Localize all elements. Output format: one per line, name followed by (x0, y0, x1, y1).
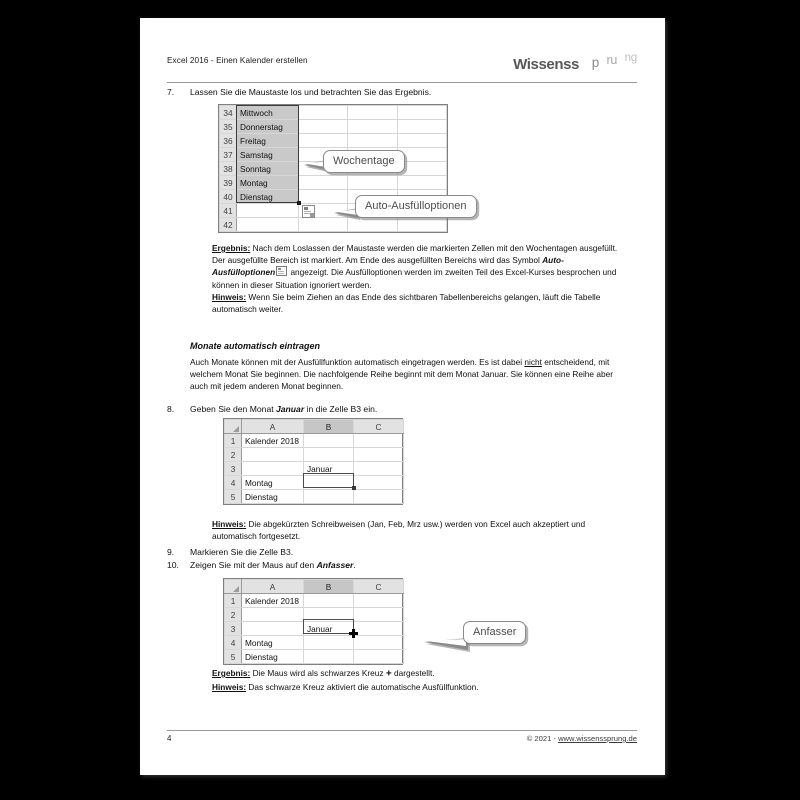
step-7-number: 7. (167, 87, 175, 97)
table-row (225, 636, 404, 650)
column-header-B[interactable]: B (304, 580, 354, 594)
cell-A5[interactable]: Dienstag (242, 650, 304, 664)
callout-wochentage: Wochentage (323, 150, 405, 173)
sheet2-table (224, 419, 404, 504)
cell-A36[interactable]: Freitag (237, 134, 299, 148)
hinweis-3-label: Hinweis: (212, 681, 247, 692)
callout-auto-ausfuelloptionen: Auto-Ausfülloptionen (355, 195, 477, 218)
row-header-42[interactable]: 42 (220, 218, 237, 232)
cell-empty[interactable] (397, 218, 446, 232)
step-10-text: Zeigen Sie mit der Maus auf den Anfasser. (190, 560, 356, 570)
cell-B1[interactable] (304, 434, 354, 448)
step-8-text: Geben Sie den Monat Januar in die Zelle B3 ein. (190, 404, 378, 414)
row-header-35[interactable]: 35 (220, 120, 237, 134)
table-row (225, 462, 404, 476)
cell-A5[interactable]: Dienstag (242, 490, 304, 504)
step-10-emph: Anfasser (316, 560, 354, 570)
table-row (225, 490, 404, 504)
callout-tail-fill-anfasser (426, 639, 466, 646)
spreadsheet-januar-entry[interactable] (223, 418, 403, 505)
row-header-3[interactable]: 3 (225, 462, 242, 476)
cell-A35[interactable]: Donnerstag (237, 120, 299, 134)
cell-empty[interactable] (348, 120, 397, 134)
paragraph-ergebnis-1 (212, 242, 622, 315)
cell-empty[interactable] (397, 134, 446, 148)
cell-C3[interactable] (354, 462, 404, 476)
cell-C4[interactable] (354, 476, 404, 490)
cell-A3[interactable] (242, 622, 304, 636)
cell-A3[interactable] (242, 462, 304, 476)
page-content (167, 18, 637, 775)
cell-A41[interactable] (237, 204, 299, 218)
cell-empty[interactable] (397, 176, 446, 190)
column-header-C[interactable]: C (354, 420, 404, 434)
column-header-A[interactable]: A (242, 420, 304, 434)
table-row (225, 448, 404, 462)
select-all-corner[interactable] (225, 580, 242, 594)
table-row (225, 608, 404, 622)
cell-empty[interactable] (299, 134, 348, 148)
footer-page-number: 4 (167, 734, 172, 743)
row-header-39[interactable]: 39 (220, 176, 237, 190)
intro-text-2: entscheidend, mit welchem Monat Sie beginnen. Die nachfolgende Reihe beginnt mit dem Monat Januar. Sie können eine Reihe aber auch mit jedem anderen Monat beginnen. (190, 357, 613, 392)
cell-A2[interactable] (242, 448, 304, 462)
cell-empty[interactable] (299, 190, 348, 204)
step-8-number: 8. (167, 404, 175, 414)
row-header-4[interactable]: 4 (225, 476, 242, 490)
hinweis-1-text: Wenn Sie beim Ziehen an das Ende des sichtbaren Tabellenbereichs gelangen, läuft die Tabelle automatisch weiter. (212, 291, 601, 315)
cell-B2[interactable] (304, 448, 354, 462)
row-header-2[interactable]: 2 (225, 608, 242, 622)
select-all-corner[interactable] (225, 420, 242, 434)
ergebnis-1-emph: Auto-Ausfülloptionen (212, 255, 564, 278)
row-header-38[interactable]: 38 (220, 162, 237, 176)
step-9-text: Markieren Sie die Zelle B3. (190, 547, 294, 557)
row-header-41[interactable]: 41 (220, 204, 237, 218)
cell-A2[interactable] (242, 608, 304, 622)
sheet3-table (224, 579, 404, 664)
cell-empty[interactable] (397, 106, 446, 120)
cell-C1[interactable] (354, 594, 404, 608)
hinweis-2-label: Hinweis: (212, 519, 247, 529)
cell-empty[interactable] (299, 120, 348, 134)
table-row (220, 176, 447, 190)
header-title: Excel 2016 - Einen Kalender erstellen (167, 56, 308, 65)
cell-C4[interactable] (354, 636, 404, 650)
row-header-5[interactable]: 5 (225, 490, 242, 504)
page-header (167, 54, 637, 83)
table-row (220, 218, 447, 232)
cell-A42[interactable] (237, 218, 299, 232)
cell-C5[interactable] (354, 650, 404, 664)
footer-url[interactable]: www.wissenssprung.de (558, 734, 637, 743)
paragraph-ergebnis-2 (212, 667, 622, 693)
logo-part-3: ru (606, 53, 617, 67)
cell-A1[interactable]: Kalender 2018 (242, 434, 304, 448)
paragraph-intro-monate (190, 356, 622, 393)
cell-empty[interactable] (397, 120, 446, 134)
cell-empty[interactable] (348, 134, 397, 148)
cell-A1[interactable]: Kalender 2018 (242, 594, 304, 608)
row-header-36[interactable]: 36 (220, 134, 237, 148)
table-row (225, 476, 404, 490)
step-10-number: 10. (167, 560, 179, 570)
ergebnis-2-text-1: Die Maus wird als schwarzes Kreuz (250, 668, 386, 678)
cell-A4[interactable]: Montag (242, 476, 304, 490)
footer-copyright: © 2021 - www.wissenssprung.de (526, 734, 637, 743)
cell-empty[interactable] (348, 176, 397, 190)
cell-C3[interactable] (354, 622, 404, 636)
table-row (225, 650, 404, 664)
cell-B4[interactable] (304, 476, 354, 490)
black-cross-glyph: + (385, 668, 392, 680)
ergebnis-1-text-1: Nach dem Loslassen der Maustaste werden die markierten Zellen mit den Wochentagen ausgefüllt. Der ausgefüllte Bereich ist markiert. Am Ende des ausgefüllten Bereichs wird das Symbol (212, 243, 618, 266)
cell-A34[interactable]: Mittwoch (237, 106, 299, 120)
spreadsheet-anfasser[interactable] (223, 578, 403, 665)
logo-part-4: ng (624, 52, 637, 64)
mouse-cross-pointer (349, 629, 358, 638)
hinweis-3-text: Das schwarze Kreuz aktiviert die automatische Ausfüllfunktion. (246, 681, 479, 692)
table-row (225, 434, 404, 448)
ergebnis-2-text-2: dargestellt. (391, 668, 435, 678)
table-row (220, 120, 447, 134)
row-header-3[interactable]: 3 (225, 622, 242, 636)
cell-C2[interactable] (354, 448, 404, 462)
cell-B3[interactable]: Januar (304, 622, 354, 636)
cell-empty[interactable] (299, 106, 348, 120)
table-row (220, 134, 447, 148)
table-row (225, 622, 404, 636)
cell-B3[interactable]: Januar (304, 462, 354, 476)
cell-C2[interactable] (354, 608, 404, 622)
document-page (140, 18, 665, 775)
logo-part-1: Wissenss (513, 56, 579, 73)
cell-B5[interactable] (304, 650, 354, 664)
row-header-40[interactable]: 40 (220, 190, 237, 204)
cell-empty[interactable] (348, 106, 397, 120)
cell-B4[interactable] (304, 636, 354, 650)
row-header-37[interactable]: 37 (220, 148, 237, 162)
step-9-number: 9. (167, 547, 175, 557)
callout-anfasser: Anfasser (463, 621, 526, 644)
column-header-B[interactable]: B (304, 420, 354, 434)
hinweis-1-label: Hinweis: (212, 291, 247, 302)
hinweis-2-text: Die abgekürzten Schreibweisen (Jan, Feb, Mrz usw.) werden von Excel auch akzeptiert und automatisch fortgesetzt. (212, 519, 586, 542)
cell-B1[interactable] (304, 594, 354, 608)
section-heading-monate: Monate automatisch eintragen (190, 341, 321, 351)
logo-part-2: p (591, 55, 599, 70)
auto-fill-options-inline-icon (276, 266, 287, 276)
cell-A37[interactable]: Samstag (237, 148, 299, 162)
row-header-4[interactable]: 4 (225, 636, 242, 650)
page-footer (167, 730, 637, 747)
cell-A39[interactable]: Montag (237, 176, 299, 190)
table-row (220, 106, 447, 120)
row-header-5[interactable]: 5 (225, 650, 242, 664)
step-7-text: Lassen Sie die Maustaste los und betrachten Sie das Ergebnis. (190, 87, 432, 97)
ergebnis-1-text-2: angezeigt. Die Ausfülloptionen werden im zweiten Teil des Excel-Kurses besprochen und können in dieser Situation ignoriert werden. (212, 267, 617, 290)
row-header-1[interactable]: 1 (225, 434, 242, 448)
cell-A38[interactable]: Sonntag (237, 162, 299, 176)
intro-text-1: Auch Monate können mit der Ausfüllfunktion automatisch eingetragen werden. Es ist dabei (190, 357, 525, 367)
ergebnis-2-label: Ergebnis: (212, 668, 251, 678)
intro-underlined: nicht (524, 357, 542, 367)
cell-B2[interactable] (304, 608, 354, 622)
row-header-2[interactable]: 2 (225, 448, 242, 462)
cell-empty[interactable] (299, 176, 348, 190)
cell-B5[interactable] (304, 490, 354, 504)
column-header-A[interactable]: A (242, 580, 304, 594)
cell-A40[interactable]: Dienstag (237, 190, 299, 204)
row-header-1[interactable]: 1 (225, 594, 242, 608)
cell-A4[interactable]: Montag (242, 636, 304, 650)
wissenssprung-logo (467, 50, 637, 76)
cell-C1[interactable] (354, 434, 404, 448)
auto-fill-options-icon[interactable] (302, 205, 315, 218)
table-row (225, 594, 404, 608)
step-8-emph: Januar (276, 404, 305, 414)
cell-C5[interactable] (354, 490, 404, 504)
paragraph-hinweis-2 (212, 518, 622, 542)
row-header-34[interactable]: 34 (220, 106, 237, 120)
column-header-C[interactable]: C (354, 580, 404, 594)
ergebnis-1-label: Ergebnis: (212, 243, 251, 253)
